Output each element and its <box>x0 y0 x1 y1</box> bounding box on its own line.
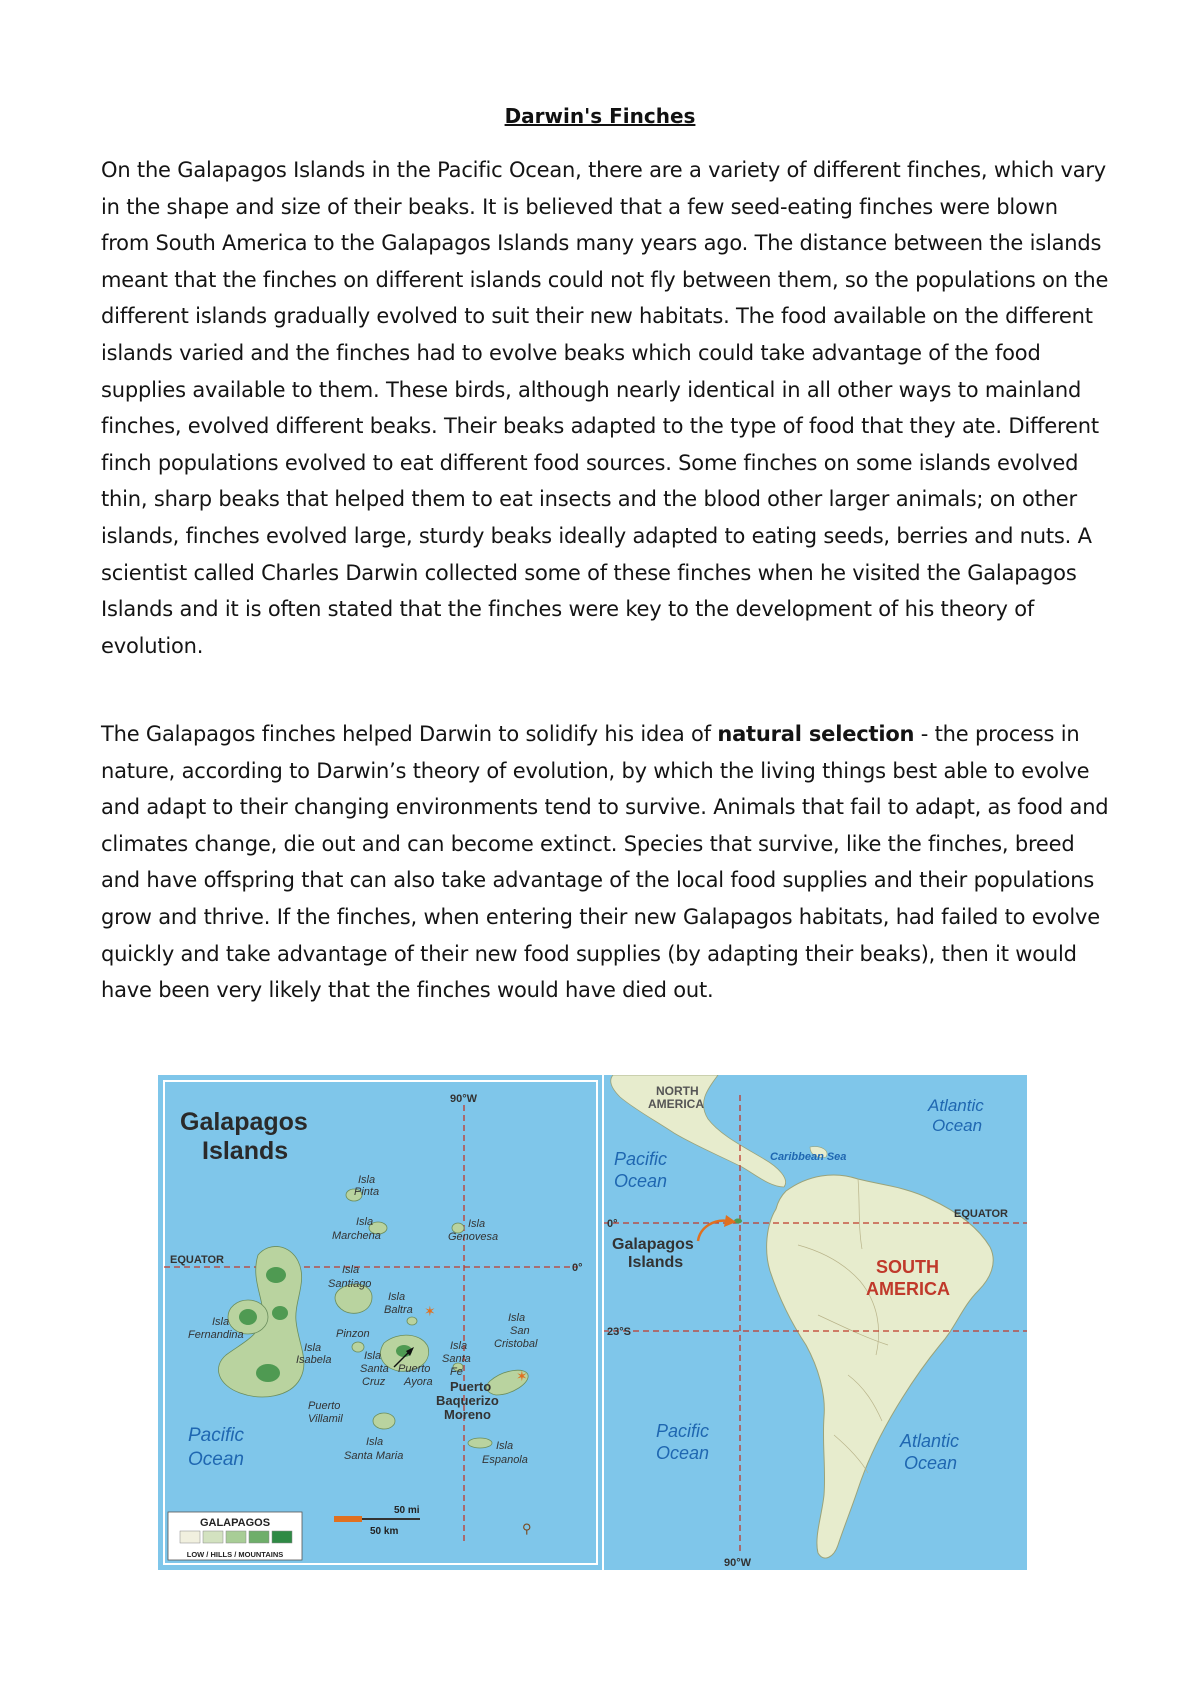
pacific-bottom-label-line2: Ocean <box>656 1443 710 1463</box>
left-ocean-label-line2: Ocean <box>188 1449 244 1470</box>
right-zero-degree-label: 0° <box>607 1218 618 1230</box>
pacific-bottom-label-line1: Pacific <box>656 1421 710 1441</box>
label-genovesa-1: Isla <box>468 1218 486 1230</box>
compass-icon: ⚲ <box>522 1521 532 1536</box>
label-santa-cruz-1: Isla <box>364 1350 382 1362</box>
label-san-cristobal-2: San <box>510 1325 530 1337</box>
label-baltra-1: Isla <box>388 1291 406 1303</box>
paragraph2-lead: The Galapagos finches helped Darwin to solidify his idea of <box>101 722 718 746</box>
label-espanola-2: Espanola <box>482 1454 528 1466</box>
legend-title: GALAPAGOS <box>199 1517 271 1529</box>
label-espanola-1: Isla <box>496 1440 514 1452</box>
label-villamil-2: Villamil <box>308 1413 343 1425</box>
label-villamil-1: Puerto <box>308 1400 341 1412</box>
left-map-title-line1: Galapagos <box>180 1108 308 1136</box>
legend-swatch <box>249 1531 269 1543</box>
label-san-cristobal-1: Isla <box>508 1312 526 1324</box>
label-santa-fe-1: Isla <box>450 1340 468 1352</box>
label-pinta-2: Pinta <box>354 1186 380 1198</box>
label-fernandina-2: Fernandina <box>188 1329 244 1341</box>
tropic-label: 23°S <box>607 1326 631 1338</box>
island-santa-maria <box>373 1413 395 1429</box>
south-america-label-line2: AMERICA <box>866 1279 950 1299</box>
scale-bar-segment <box>334 1516 362 1522</box>
label-santiago-1: Isla <box>342 1264 360 1276</box>
pacific-top-label-line1: Pacific <box>614 1149 668 1169</box>
legend-swatch <box>180 1531 200 1543</box>
label-pinzon: Pinzon <box>336 1328 370 1340</box>
label-santiago-2: Santiago <box>328 1278 372 1290</box>
label-puerto-baquerizo-2: Baquerizo <box>436 1393 499 1408</box>
atlantic-top-label-line2: Ocean <box>932 1116 983 1135</box>
label-puerto-baquerizo-1: Puerto <box>450 1379 492 1394</box>
left-ocean-label-line1: Pacific <box>188 1425 244 1446</box>
label-santa-cruz-3: Cruz <box>362 1376 386 1388</box>
atlantic-bottom-label-line2: Ocean <box>904 1453 958 1473</box>
label-genovesa-2: Genovesa <box>448 1231 499 1243</box>
island-pinzon <box>352 1342 364 1352</box>
label-san-cristobal-3: Cristobal <box>494 1338 538 1350</box>
left-equator-degree: 0° <box>572 1262 583 1274</box>
map-svg <box>158 1075 1027 1570</box>
isabela-volcano-south <box>256 1364 280 1382</box>
label-marchena-1: Isla <box>356 1216 374 1228</box>
paragraph-finches-intro: On the Galapagos Islands in the Pacific Ocean, there are a variety of different finches, which vary in the shape and size of their beaks. It is believed that a few seed-eating finches were blown from South America to the Galapagos Islands many years ago. The distance between the islands meant that the finches on different islands could not fly between them, so the populations on the different islands gradually evolved to suit their new habitats. The food available on the different islands varied and the finches had to evolve beaks which could take advantage of the food supplies available to them. These birds, although nearly identical in all other ways to mainland finches, evolved different beaks. Their beaks adapted to the type of food that they ate. Different finch populations evolved to eat different food sources. Some finches on some islands evolved thin, sharp beaks that helped them to eat insects and the blood other larger animals; on other islands, finches evolved large, sturdy beaks ideally adapted to eating seeds, berries and nuts. A scientist called Charles Darwin collected some of these finches when he visited the Galapagos Islands and it is often stated that the finches were key to the development of his theory of evolution. <box>101 158 1109 658</box>
legend-swatch <box>272 1531 292 1543</box>
left-equator-label: EQUATOR <box>170 1254 224 1266</box>
label-santa-fe-2: Santa <box>442 1353 471 1365</box>
galapagos-locator-label-line2: Islands <box>628 1254 684 1271</box>
south-america-label-line1: SOUTH <box>876 1257 939 1277</box>
scale-miles-label: 50 mi <box>394 1505 420 1516</box>
san-cristobal-star-icon: ✶ <box>516 1368 528 1384</box>
elevation-legend <box>168 1512 302 1560</box>
isabela-volcano-mid <box>272 1306 288 1320</box>
left-meridian-label: 90°W <box>450 1093 478 1105</box>
north-america-label-line1: NORTH <box>656 1084 699 1098</box>
label-isabela-2: Isabela <box>296 1354 332 1366</box>
galapagos-locator-label-line1: Galapagos <box>612 1236 694 1253</box>
island-baltra <box>407 1317 417 1325</box>
legend-swatches <box>180 1531 292 1543</box>
label-santa-maria-1: Isla <box>366 1436 384 1448</box>
legend-swatch <box>226 1531 246 1543</box>
caribbean-label: Caribbean Sea <box>770 1151 847 1163</box>
label-marchena-2: Marchena <box>332 1230 381 1242</box>
galapagos-map-figure <box>158 1075 1027 1570</box>
fernandina-volcano <box>239 1309 257 1325</box>
label-pinta-1: Isla <box>358 1174 376 1186</box>
legend-swatch <box>203 1531 223 1543</box>
document-title: Darwin's Finches <box>504 104 696 128</box>
label-santa-cruz-2: Santa <box>360 1363 389 1375</box>
atlantic-bottom-label-line1: Atlantic <box>900 1431 960 1451</box>
right-meridian-label: 90°W <box>724 1557 752 1569</box>
right-equator-label: EQUATOR <box>954 1208 1008 1220</box>
isabela-volcano-north <box>266 1267 286 1283</box>
left-map-title-line2: Islands <box>202 1137 289 1165</box>
island-espanola <box>468 1438 492 1448</box>
label-puerto-ayora-2: Ayora <box>404 1376 433 1388</box>
label-santa-maria-2: Santa Maria <box>344 1450 404 1462</box>
north-america-label-line2: AMERICA <box>648 1097 704 1111</box>
label-puerto-baquerizo-3: Moreno <box>444 1407 491 1422</box>
label-fernandina-1: Isla <box>212 1316 230 1328</box>
label-isabela-1: Isla <box>304 1342 322 1354</box>
baltra-star-icon: ✶ <box>424 1303 436 1319</box>
label-puerto-ayora-1: Puerto <box>398 1363 431 1375</box>
galapagos-detail-map <box>158 1075 603 1570</box>
galapagos-location-dot <box>734 1219 742 1224</box>
paragraph2-rest: - the process in nature, according to Darwin’s theory of evolution, by which the living things best able to evolve and adapt to their changing environments tend to survive. Animals that fail to adapt, as food and climates change, die out and can become extinct. Species that survive, like the finches, breed and have offspring that can also take advantage of the local food supplies and their populations grow and thrive. If the finches, when entering their new Galapagos habitats, had failed to evolve quickly and take advantage of their new food supplies (by adapting their beaks), then it would have been very likely that the finches would have died out. <box>101 722 1109 1003</box>
atlantic-top-label-line1: Atlantic <box>928 1096 984 1115</box>
paragraph-natural-selection <box>101 716 1111 1009</box>
south-america-locator-map <box>603 1075 1027 1570</box>
pacific-top-label-line2: Ocean <box>614 1171 668 1191</box>
label-santa-fe-3: Fe <box>450 1366 463 1378</box>
label-baltra-2: Baltra <box>384 1304 413 1316</box>
legend-caption: LOW / HILLS / MOUNTAINS <box>186 1550 284 1559</box>
scale-km-label: 50 km <box>370 1526 399 1537</box>
natural-selection-term: natural selection <box>717 722 915 746</box>
